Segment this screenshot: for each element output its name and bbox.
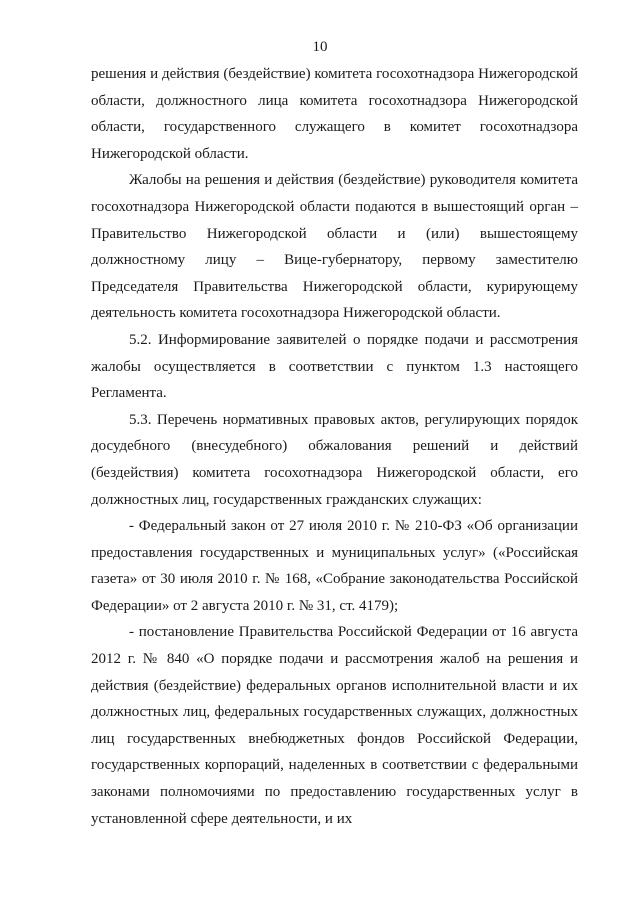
page-number: 10	[312, 39, 328, 55]
paragraph-5-2-informing: 5.2. Информирование заявителей о порядке подачи и рассмотрения жалобы осуществляется в соответствии с пунктом 1.3 настоящего Регламента.	[91, 331, 578, 402]
paragraph-complaint-scope: решения и действия (бездействие) комитета госохотнадзора Нижегородской области, должностного лица комитета госохотнадзора Нижегородской области, государственного служащего в комитет госохотнадзора Нижегородской области.	[91, 66, 578, 162]
list-item-government-decree-840: - постановление Правительства Российской Федерации от 16 августа 2012 г. № 840 «О порядке подачи и рассмотрения жалоб на решения и действия (бездействие) федеральных органов исполнительной власти и их должностных лиц, федеральных государственных служащих, должностных лиц государственных внебюджетных фондов Российской Федерации, государственных корпораций, наделенных в соответствии с федеральными законами полномочиями по предоставлению государственных услуг в установленной сфере деятельности, и их	[91, 624, 578, 827]
paragraph-5-3-legal-acts: 5.3. Перечень нормативных правовых актов, регулирующих порядок досудебного (внесудебного) обжалования решений и действий (бездействия) комитета госохотнадзора Нижегородской области, его должностных лиц, государственных гражданских служащих:	[91, 411, 578, 508]
paragraph-complaints-against-head: Жалобы на решения и действия (бездействие) руководителя комитета госохотнадзора Нижегородской области подаются в вышестоящий орган – Правительство Нижегородской области и (или) вышестоящему должностному лицу – Вице-губернатору, первому заместителю Председателя Правительства Нижегородской области, курирующему деятельность комитета госохотнадзора Нижегородской области.	[91, 172, 578, 322]
document-body	[91, 61, 578, 832]
list-item-federal-law-210: - Федеральный закон от 27 июля 2010 г. № 210-ФЗ «Об организации предоставления государственных и муниципальных услуг» («Российская газета» от 30 июля 2010 г. № 168, «Собрание законодательства Российской Федерации» от 2 августа 2010 г. № 31, ст. 4179);	[91, 518, 578, 614]
